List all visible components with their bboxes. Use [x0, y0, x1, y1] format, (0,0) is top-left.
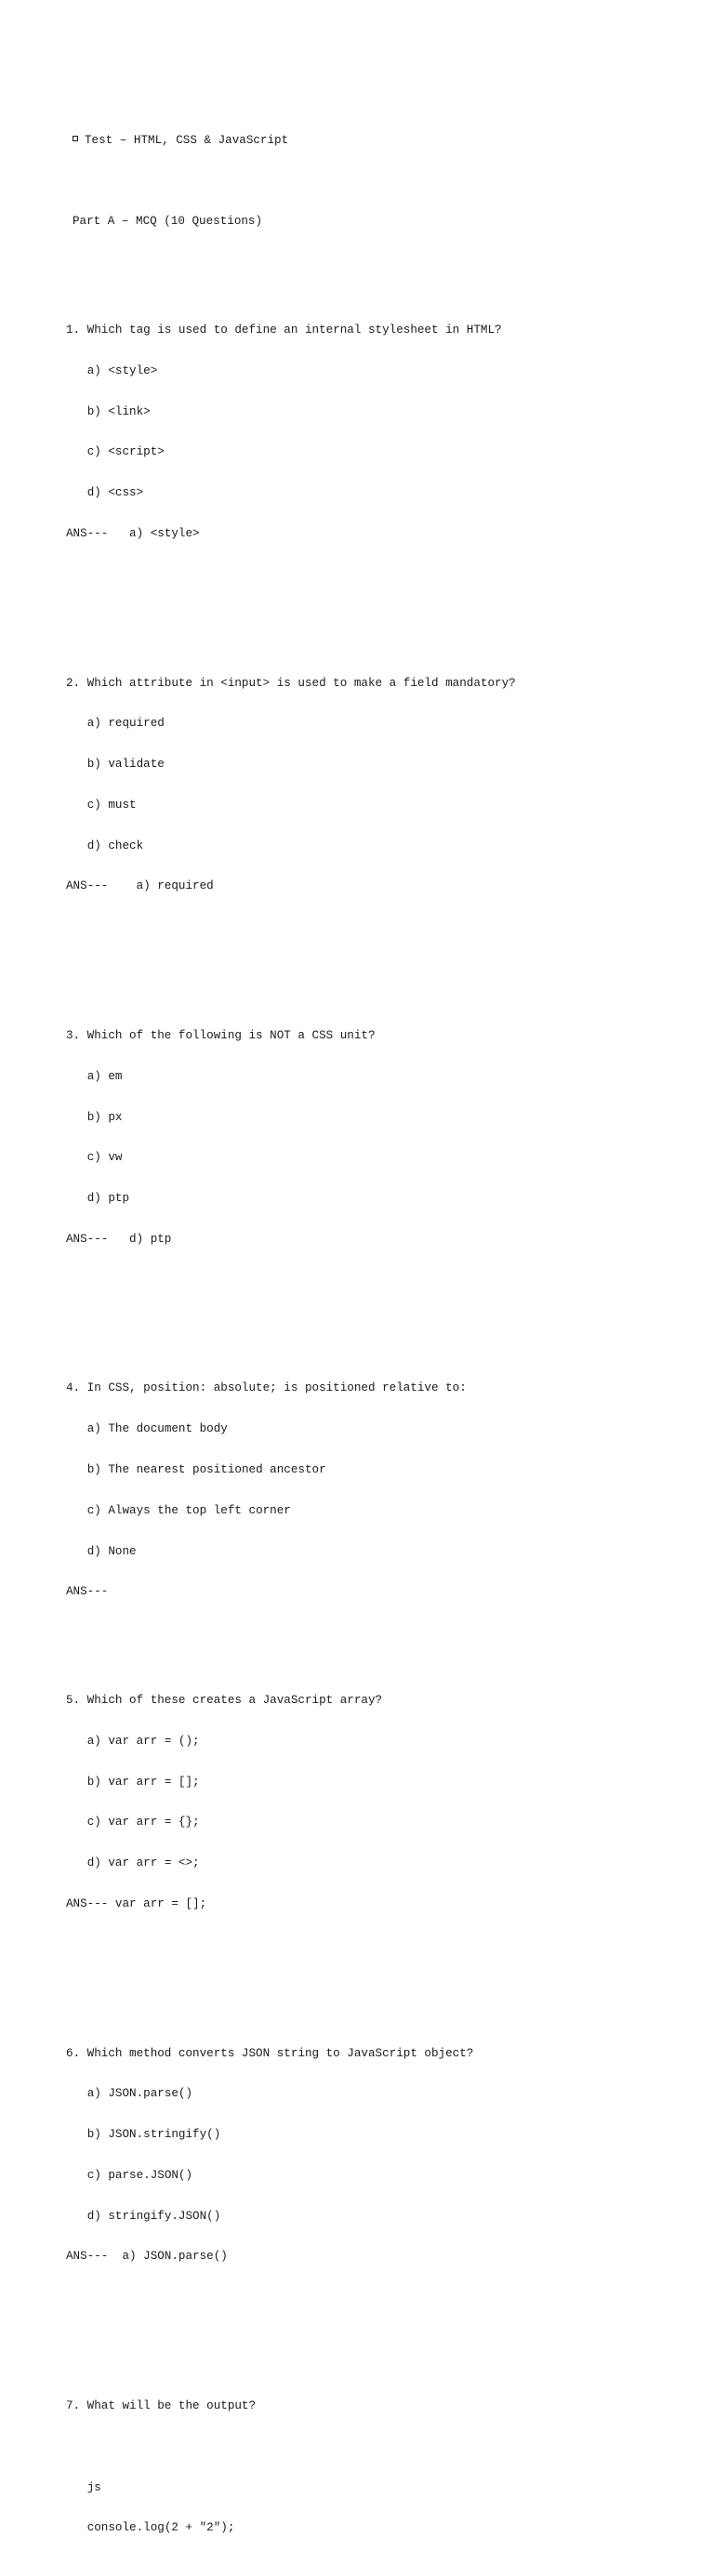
part-heading: Part A – MCQ (10 Questions) — [73, 215, 263, 229]
option-2d: d) check — [86, 839, 144, 852]
option-5a: a) var arr = (); — [86, 1734, 200, 1748]
document-title — [66, 134, 698, 148]
question-2: 2. Which attribute in <input> is used to make a field mandatory? — [66, 676, 516, 690]
question-5: 5. Which of these creates a JavaScript array? — [66, 1694, 383, 1708]
option-2a: a) required — [86, 717, 165, 731]
answer-6: ANS--- a) JSON.parse() — [66, 2250, 228, 2264]
option-5c: c) var arr = {}; — [86, 1816, 200, 1830]
option-3c: c) vw — [86, 1151, 123, 1165]
question-6: 6. Which method converts JSON string to JavaScript object? — [66, 2046, 474, 2060]
option-6a: a) JSON.parse() — [86, 2087, 193, 2101]
question-1: 1. Which tag is used to define an internal stylesheet in HTML? — [66, 324, 502, 337]
answer-3: ANS--- d) ptp — [66, 1232, 172, 1246]
option-5b: b) var arr = []; — [86, 1775, 200, 1789]
option-5d: d) var arr = <>; — [86, 1856, 200, 1870]
option-1a: a) <style> — [86, 363, 158, 377]
option-4d: d) None — [86, 1544, 137, 1558]
option-2b: b) validate — [86, 758, 165, 772]
option-3b: b) px — [86, 1110, 123, 1124]
question-4: 4. In CSS, position: absolute; is positioned relative to: — [66, 1381, 467, 1395]
option-3a: a) em — [86, 1069, 123, 1083]
option-3d: d) ptp — [86, 1192, 130, 1206]
option-6b: b) JSON.stringify() — [86, 2128, 221, 2142]
option-4c: c) Always the top left corner — [86, 1503, 291, 1517]
option-1c: c) <script> — [86, 445, 165, 459]
answer-5: ANS--- var arr = []; — [66, 1896, 207, 1910]
bullet-square-icon — [73, 136, 78, 141]
answer-4: ANS--- — [66, 1585, 109, 1599]
option-6d: d) stringify.JSON() — [86, 2209, 221, 2223]
option-6c: c) parse.JSON() — [86, 2168, 193, 2182]
document-body — [66, 93, 698, 2576]
option-1b: b) <link> — [86, 404, 151, 418]
option-4a: a) The document body — [86, 1422, 228, 1436]
title-text: Test – HTML, CSS & JavaScript — [85, 133, 289, 147]
code-language-label: js — [86, 2480, 101, 2494]
question-3: 3. Which of the following is NOT a CSS unit? — [66, 1028, 376, 1042]
question-7: 7. What will be the output? — [66, 2398, 257, 2412]
answer-1: ANS--- a) <style> — [66, 527, 200, 540]
option-4b: b) The nearest positioned ancestor — [86, 1462, 326, 1476]
code-line: console.log(2 + "2"); — [86, 2521, 235, 2535]
answer-2: ANS--- a) required — [66, 879, 214, 893]
option-2c: c) must — [86, 798, 137, 812]
option-1d: d) <css> — [86, 486, 144, 500]
